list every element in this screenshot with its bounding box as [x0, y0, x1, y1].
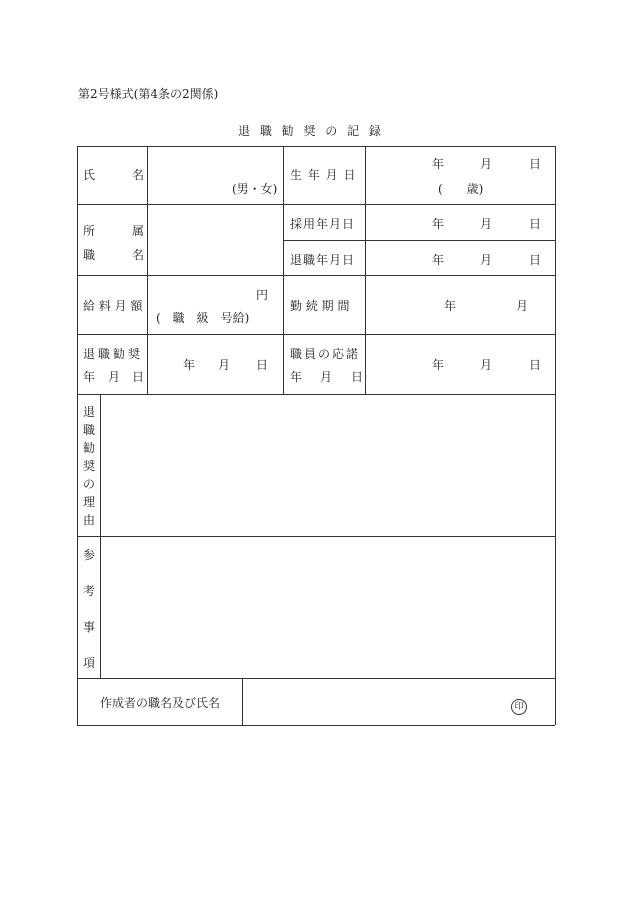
gender-text: (男・女) [232, 182, 278, 196]
recommend-day: 日 [256, 358, 269, 372]
service-month: 月 [516, 299, 529, 313]
document-title: 退 職 勧 奨 の 記 録 [238, 124, 384, 138]
retire-month: 月 [480, 253, 493, 267]
recommend-month: 月 [218, 358, 231, 372]
retire-label: 退職年月日 [290, 253, 356, 267]
retire-year: 年 [432, 253, 445, 267]
birth-label: 生 年 月 日 [290, 168, 357, 182]
dept-label-a1: 所 [83, 224, 96, 238]
seal-mark: 印 [511, 699, 527, 715]
birth-year: 年 [432, 157, 445, 171]
recommend-year: 年 [183, 358, 196, 372]
service-label: 勤 続 期 間 [290, 299, 350, 313]
birth-day: 日 [529, 157, 542, 171]
birth-month: 月 [480, 157, 493, 171]
response-month: 月 [480, 358, 493, 372]
response-year: 年 [432, 358, 445, 372]
response-label-d: 日 [351, 370, 364, 384]
recommend-label-top: 退職勧奨 [83, 347, 144, 361]
dept-label-b2: 名 [132, 248, 145, 262]
dept-label-a2: 属 [132, 224, 145, 238]
recommend-label-d: 日 [132, 370, 145, 384]
hire-year: 年 [432, 217, 445, 231]
dept-label-b1: 職 [83, 248, 96, 262]
author-label: 作成者の職名及び氏名 [100, 696, 221, 710]
age-text: ( 歳) [438, 182, 484, 196]
author-input-area[interactable] [243, 679, 554, 724]
form-label: 第2号様式(第4条の2関係) [78, 87, 219, 101]
salary-label: 給 料 月 額 [83, 299, 143, 313]
remarks-input-area[interactable] [101, 537, 554, 677]
name-label-b: 名 [132, 168, 145, 182]
response-label-m: 月 [320, 370, 333, 384]
response-label-top: 職員の応諾 [290, 347, 361, 361]
salary-yen: 円 [256, 288, 269, 302]
salary-grade: ( 職 級 号給) [156, 311, 250, 325]
reason-input-area[interactable] [101, 395, 554, 535]
name-label-a: 氏 [83, 168, 96, 182]
recommend-label-y: 年 [83, 370, 96, 384]
retire-day: 日 [529, 253, 542, 267]
response-label-y: 年 [290, 370, 303, 384]
hire-month: 月 [480, 217, 493, 231]
hire-label: 採用年月日 [290, 217, 356, 231]
response-day: 日 [529, 358, 542, 372]
hire-day: 日 [529, 217, 542, 231]
recommend-label-m: 月 [108, 370, 121, 384]
service-year: 年 [444, 299, 457, 313]
